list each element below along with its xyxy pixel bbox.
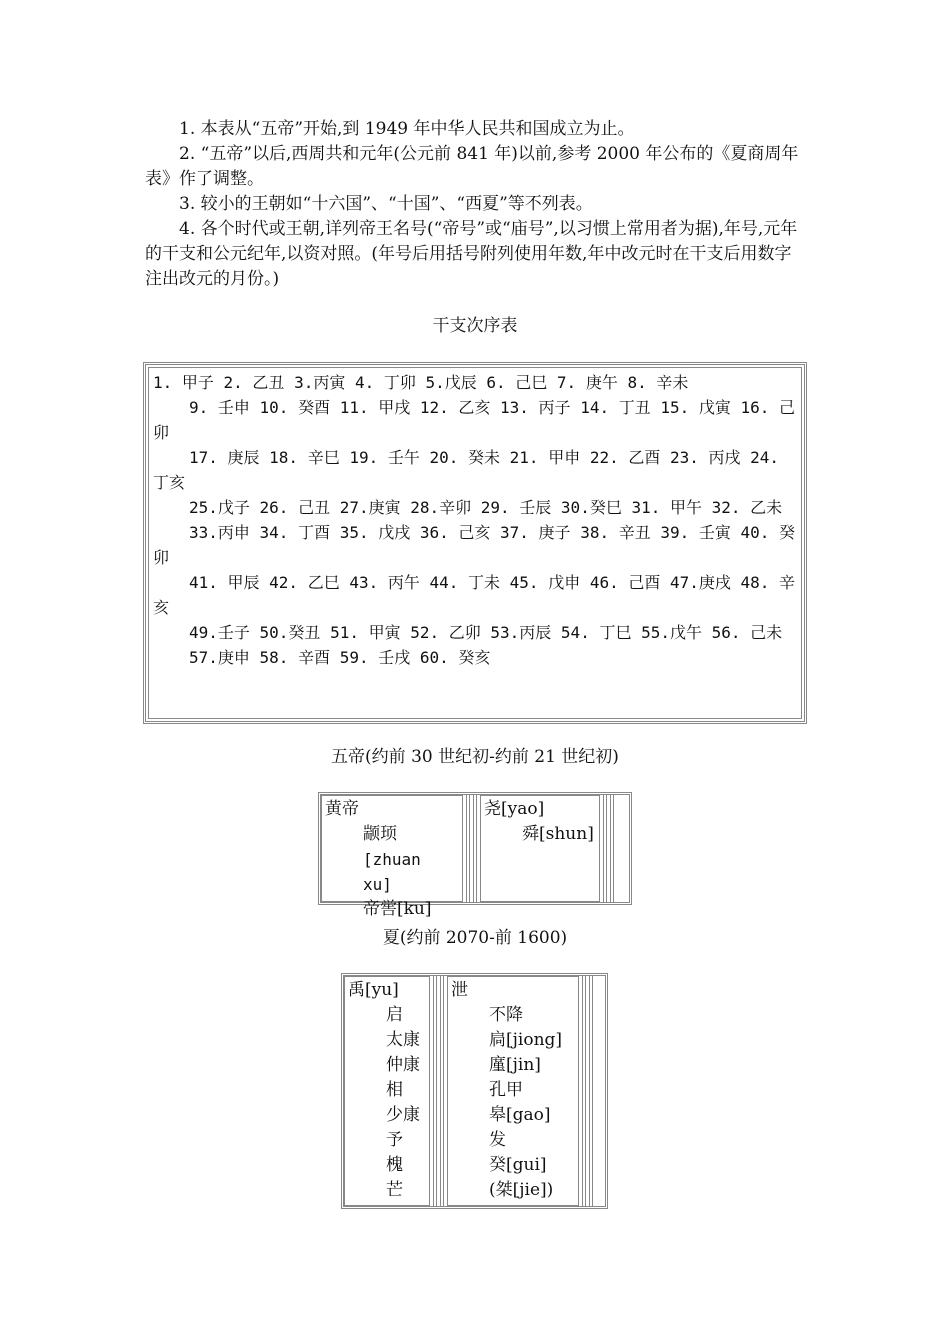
ganzhi-row: 17. 庚辰 18. 辛巳 19. 壬午 20. 癸未 21. 甲申 22. 乙酉 23. 丙戌 24. 丁亥 (153, 448, 780, 492)
wudi-table (318, 792, 632, 919)
ganzhi-table (143, 362, 807, 724)
ganzhi-row: 33.丙申 34. 丁酉 35. 戊戌 36. 己亥 37. 庚子 38. 辛丑 39. 壬寅 40. 癸卯 (153, 523, 796, 567)
ruler-name: 少康 (386, 1105, 420, 1125)
ruler-name: 禹[yu] (348, 980, 399, 1000)
ruler-name: 帝喾[ku] (363, 899, 432, 919)
table-rail (600, 795, 617, 902)
ruler-name: 仲康 (386, 1055, 420, 1075)
table-rail (430, 976, 447, 1206)
ganzhi-row: 1. 甲子 2. 乙丑 3.丙寅 4. 丁卯 5.戊辰 6. 己巳 7. 庚午 8. 辛未 (153, 373, 689, 392)
wudi-title: 五帝(约前 30 世纪初-约前 21 世纪初) (331, 747, 619, 767)
ruler-name: 舜[shun] (522, 824, 594, 844)
ruler-name: 启 (386, 1005, 403, 1025)
wudi-left-cell (321, 795, 463, 919)
ruler-pinyin: [zhuan xu] (363, 850, 421, 894)
ruler-name: 太康 (386, 1030, 420, 1050)
ruler-name: 扃[jiong] (489, 1030, 563, 1050)
note-2: 2. “五帝”以后,西周共和元年(公元前 841 年)以前,参考 2000 年公布的《夏商周年表》作了调整。 (145, 144, 799, 189)
ruler-name: 芒 (386, 1180, 403, 1200)
ganzhi-row: 57.庚申 58. 辛酉 59. 壬戌 60. 癸亥 (189, 648, 491, 667)
note-4: 4. 各个时代或王朝,详列帝王名号(“帝号”或“庙号”,以习惯上常用者为据),年号,元年的干支和公元纪年,以资对照。(年号后用括号附列使用年数,年中改元时在干支后用数字注出改元的月份。) (145, 219, 798, 289)
table-rail (579, 976, 596, 1206)
ruler-name: 泄 (451, 980, 468, 1000)
xia-table (341, 973, 608, 1209)
ruler-name: 皋[gao] (489, 1105, 551, 1125)
xia-title: 夏(约前 2070-前 1600) (382, 928, 568, 948)
ruler-name: 发 (489, 1130, 506, 1150)
ruler-name: 廑[jin] (489, 1055, 541, 1075)
ruler-name: 相 (386, 1080, 403, 1100)
ruler-name: 黄帝 (325, 799, 359, 819)
ruler-name: 不降 (489, 1005, 523, 1025)
xia-right-cell (447, 976, 579, 1206)
table-rail (463, 795, 480, 902)
note-1: 1. 本表从“五帝”开始,到 1949 年中华人民共和国成立为止。 (179, 119, 635, 139)
ganzhi-row: 49.壬子 50.癸丑 51. 甲寅 52. 乙卯 53.丙辰 54. 丁巳 55.戊午 56. 己未 (189, 623, 783, 642)
ruler-name: 予 (386, 1130, 403, 1150)
note-3: 3. 较小的王朝如“十六国”、“十国”、“西夏”等不列表。 (179, 194, 593, 214)
wudi-right-cell (480, 795, 600, 902)
ganzhi-list (149, 368, 801, 672)
ruler-name: 颛顼 (363, 824, 397, 844)
ruler-name: 癸[gui] (489, 1155, 547, 1175)
ruler-name: 孔甲 (489, 1080, 523, 1100)
ganzhi-row: 9. 壬申 10. 癸酉 11. 甲戌 12. 乙亥 13. 丙子 14. 丁丑 15. 戊寅 16. 己卯 (153, 398, 796, 442)
ruler-name: (桀[jie]) (489, 1180, 554, 1200)
ganzhi-row: 41. 甲辰 42. 乙巳 43. 丙午 44. 丁未 45. 戊申 46. 己酉 47.庚戌 48. 辛亥 (153, 573, 796, 617)
ganzhi-row: 25.戊子 26. 己丑 27.庚寅 28.辛卯 29. 壬辰 30.癸巳 31. 甲午 32. 乙未 (189, 498, 783, 517)
ganzhi-title: 干支次序表 (432, 316, 518, 336)
ruler-name: 尧[yao] (484, 799, 545, 819)
ruler-name: 槐 (386, 1155, 403, 1175)
xia-left-cell (344, 976, 430, 1206)
